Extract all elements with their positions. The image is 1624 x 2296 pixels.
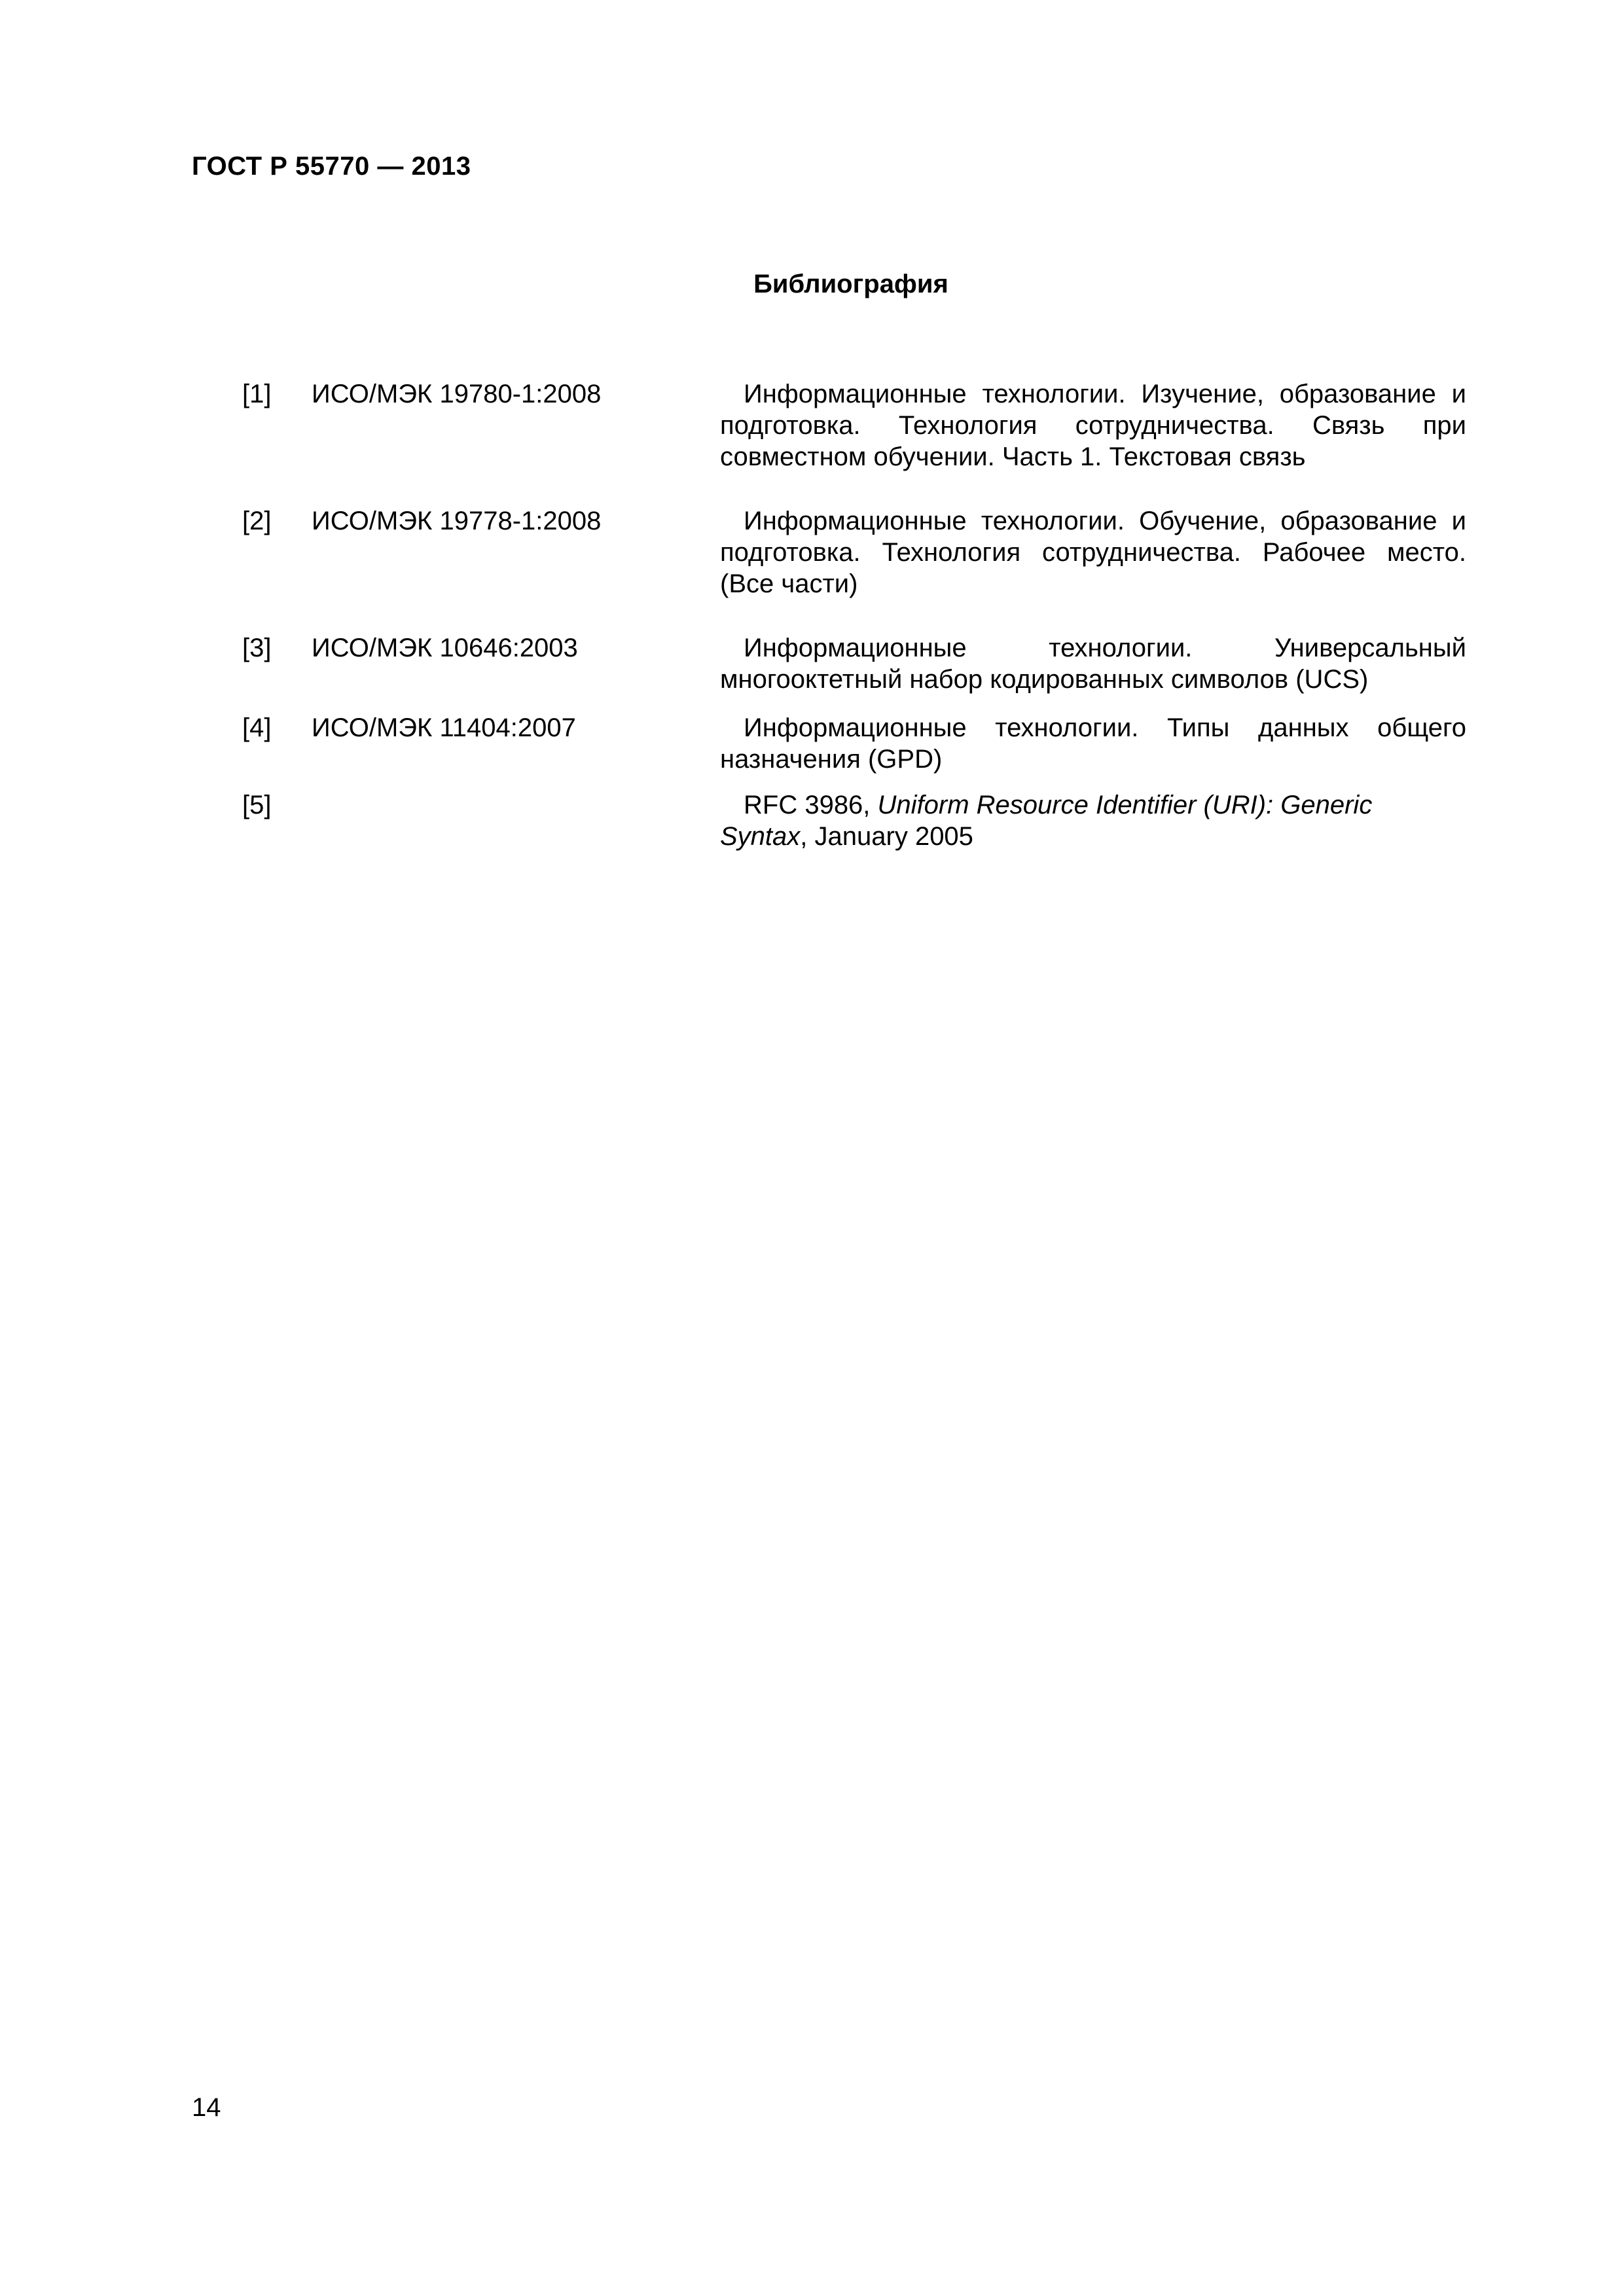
entry-standard-code: ИСО/МЭК 11404:2007	[312, 713, 576, 742]
entry-description: Информационные технологии. Обучение, образование и подготовка. Технология сотрудничества. Рабочее место. (Все части)	[720, 507, 1466, 598]
entry-number: [5]	[242, 791, 272, 819]
entry-standard-code: ИСО/МЭК 10646:2003	[312, 634, 578, 662]
bibliography-entry-2	[0, 505, 1624, 610]
entry-description: Информационные технологии. Изучение, образование и подготовка. Технология сотрудничества. Связь при совместном обучении. Часть 1. Текстовая связь	[720, 380, 1466, 471]
page-number: 14	[192, 2093, 221, 2122]
entry-number: [3]	[242, 634, 272, 662]
bibliography-entry-5	[0, 789, 1624, 894]
section-title: Библиография	[753, 270, 948, 298]
entry-number: [4]	[242, 713, 272, 742]
document-code-header: ГОСТ Р 55770 — 2013	[192, 152, 471, 181]
entry-description: Информационные технологии. Универсальный многооктетный набор кодированных символов (UCS)	[720, 634, 1466, 694]
bibliography-entry-1	[0, 378, 1624, 483]
entry-description: Информационные технологии. Типы данных общего назначения (GPD)	[720, 713, 1466, 774]
entry-description-title: Uniform Resource Identifier (URI): Generic Syntax	[720, 791, 1373, 851]
entry-standard-code: ИСО/МЭК 19778-1:2008	[312, 507, 602, 535]
entry-description-prefix: RFC 3986,	[744, 791, 878, 819]
entry-description	[720, 789, 1466, 852]
entry-number: [1]	[242, 380, 272, 408]
entry-standard-code: ИСО/МЭК 19780-1:2008	[312, 380, 602, 408]
entry-number: [2]	[242, 507, 272, 535]
entry-description-suffix: , January 2005	[800, 822, 973, 851]
